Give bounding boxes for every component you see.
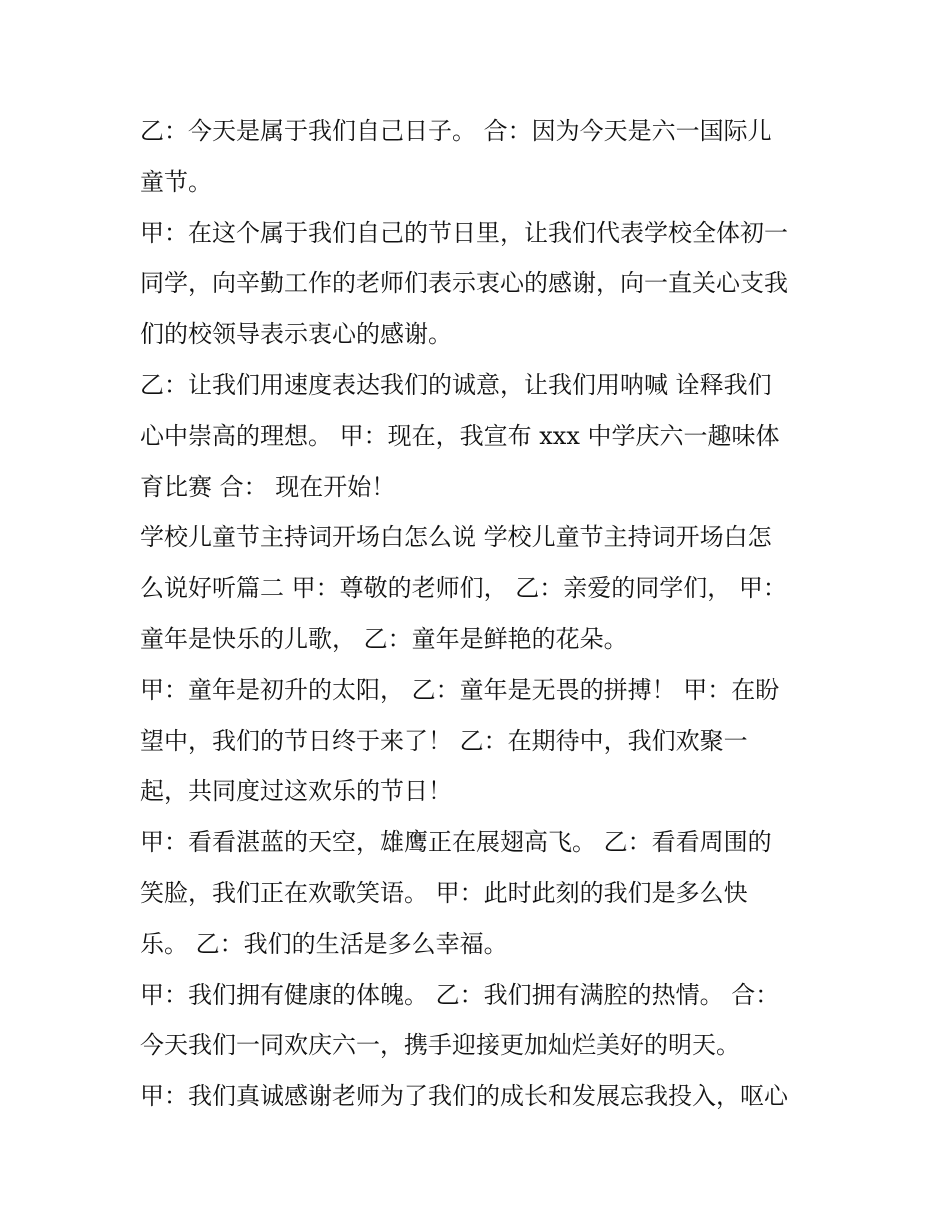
text-line: 起，共同度过这欢乐的节日！	[140, 777, 452, 806]
text-line: 甲：我们真诚感谢老师为了我们的成长和发展忘我投入，呕心	[140, 1082, 788, 1111]
text-line: 乐。 乙：我们的生活是多么幸福。	[140, 929, 508, 958]
text-line: 甲：童年是初升的太阳， 乙：童年是无畏的拼搏！ 甲：在盼	[140, 675, 780, 704]
text-line: 童节。	[140, 167, 212, 196]
body-text	[140, 106, 840, 1122]
text-line: 同学，向辛勤工作的老师们表示衷心的感谢，向一直关心支我	[140, 269, 788, 298]
text-line: 育比赛 合： 现在开始！	[140, 472, 396, 501]
text-line: 望中，我们的节日终于来了！ 乙：在期待中，我们欢聚一	[140, 726, 748, 755]
text-line: 们的校领导表示衷心的感谢。	[140, 320, 452, 349]
text-line: 么说好听篇二 甲：尊敬的老师们， 乙：亲爱的同学们， 甲：	[140, 574, 787, 603]
text-line: 学校儿童节主持词开场白怎么说 学校儿童节主持词开场白怎	[140, 523, 772, 552]
text-line: 今天我们一同欢庆六一，携手迎接更加灿烂美好的明天。	[140, 1031, 740, 1060]
text-line: 甲：我们拥有健康的体魄。 乙：我们拥有满腔的热情。 合：	[140, 980, 780, 1009]
text-line: 甲：在这个属于我们自己的节日里，让我们代表学校全体初一	[140, 218, 788, 247]
text-line: 心中崇高的理想。 甲：现在，我宣布 xxx 中学庆六一趣味体	[140, 421, 780, 450]
text-line: 甲：看看湛蓝的天空，雄鹰正在展翅高飞。 乙：看看周围的	[140, 828, 772, 857]
text-line: 乙：让我们用速度表达我们的诚意，让我们用呐喊 诠释我们	[140, 370, 772, 399]
text-line: 笑脸，我们正在欢歌笑语。 甲：此时此刻的我们是多么快	[140, 878, 748, 907]
text-line: 童年是快乐的儿歌， 乙：童年是鲜艳的花朵。	[140, 624, 628, 653]
text-line: 乙：今天是属于我们自己日子。 合：因为今天是六一国际儿	[140, 117, 772, 145]
